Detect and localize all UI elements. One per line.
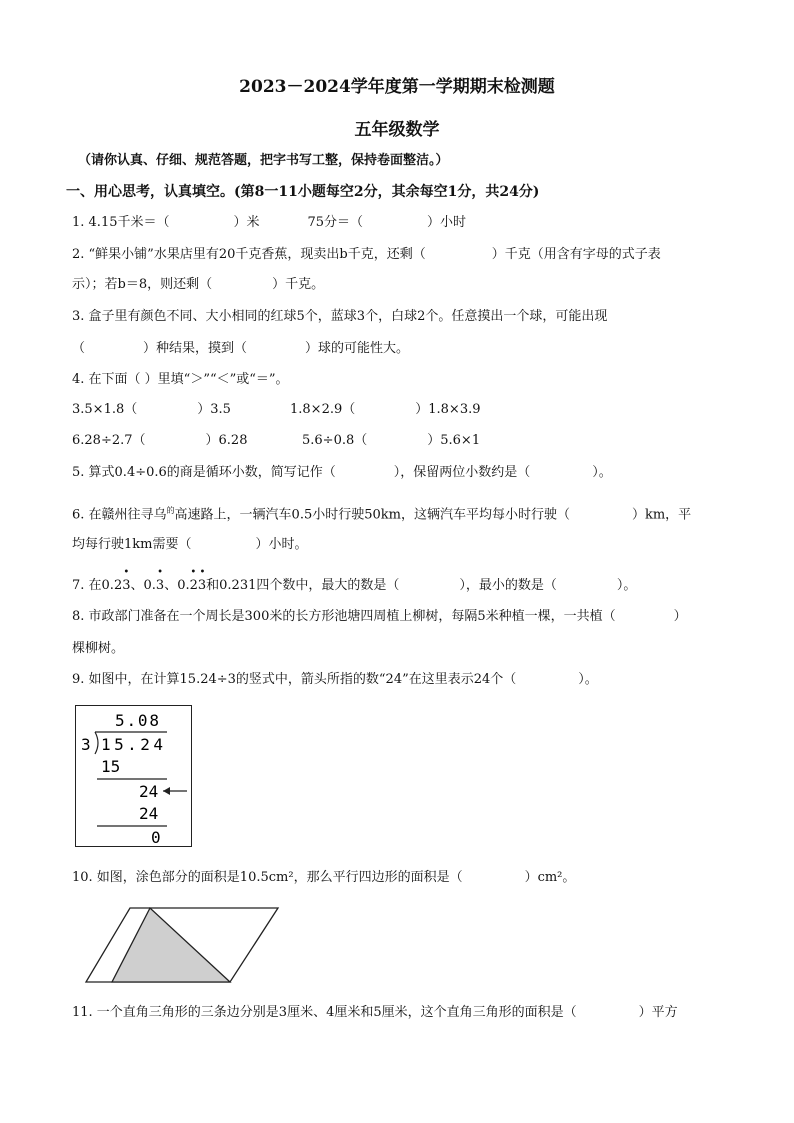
compare-right: ）5.6×1 (427, 433, 481, 448)
q6-text-b: 高速路上，一辆汽车0.5小时行驶50km，这辆汽车平均每小时行驶（ (174, 507, 570, 523)
q2-text-c: 示）；若b＝8，则还剩（ (72, 277, 213, 292)
section-title: 一、用心思考，认真填空。(第8一11小题每空2分，其余每空1分，共24分) (66, 184, 540, 200)
question-5 (72, 464, 734, 482)
q1-text-a: 1. 4.15千米＝（ (72, 215, 170, 230)
question-11 (72, 1004, 734, 1022)
q7-separator: 、0. (164, 578, 190, 593)
question-6-line-2 (72, 536, 734, 554)
question-3-line-2 (72, 340, 734, 358)
exam-title: 2023－2024学年度第一学期期末检测题 (239, 77, 555, 97)
exam-note: （请你认真、仔细、规范答题，把字书写工整，保持卷面整洁。） (78, 153, 449, 168)
repeating-digits: • • 23 (189, 567, 207, 593)
repeating-digit: • 3 (122, 567, 131, 593)
question-8-line-2: 棵柳树。 (72, 641, 125, 656)
compare-right: ）6.28 (205, 433, 248, 448)
dividend: 15.24 (101, 735, 163, 754)
question-8-line-1 (72, 608, 734, 626)
footnote-mark: 的 (166, 506, 175, 515)
compare-left: 3.5×1.8（ (72, 402, 138, 417)
q3-text-b: ）种结果，摸到（ (143, 341, 248, 356)
compare-left: 1.8×2.9（ (290, 402, 356, 417)
q9-text-a: 9. 如图中，在计算15.24÷3的竖式中，箭头所指的数“24”在这里表示24个（ (72, 672, 517, 687)
compare-right: ）3.5 (197, 402, 231, 417)
q1-text-d: ）小时 (427, 215, 467, 230)
q7-text-b: 和0.231四个数中，最大的数是（ (206, 578, 400, 593)
q6-text-c: ）km，平 (631, 507, 692, 523)
q1-text-b: ）米 (233, 215, 260, 230)
q10-text-b: ）cm²。 (524, 870, 576, 885)
divisor: 3 (81, 735, 91, 754)
q10-text-a: 10. 如图，涂色部分的面积是10.5cm²，那么平行四边形的面积是（ (72, 870, 463, 885)
question-2-line-1 (72, 246, 734, 264)
question-3-line-1: 3. 盒子里有颜色不同、大小相同的红球5个，蓝球3个，白球2个。任意摸出一个球，可能出现 (72, 309, 608, 324)
q7-text-d: ）。 (616, 578, 637, 593)
question-10 (72, 869, 734, 887)
question-1 (72, 214, 734, 232)
compare-left: 6.28÷2.7（ (72, 433, 146, 448)
q2-text-d: ）千克。 (272, 277, 325, 292)
question-9 (72, 671, 734, 689)
q3-text-a: （ (72, 341, 86, 356)
repeating-digit: • 3 (155, 567, 165, 593)
quotient: 5.08 (115, 711, 159, 730)
compare-right: ）1.8×3.9 (415, 402, 481, 417)
q8-text-a: 8. 市政部门准备在一个周长是300米的长方形池塘四周植上柳树，每隔5米种植一棵，一共植（ (72, 609, 616, 624)
question-4-intro: 4. 在下面（ ）里填“＞”“＜”或“＝”。 (72, 372, 289, 387)
q2-text-b: ）千克（用含有字母的式子表 (491, 247, 661, 262)
q11-text-a: 11. 一个直角三角形的三条边分别是3厘米、4厘米和5厘米，这个直角三角形的面积是（ (72, 1005, 577, 1020)
q8-text-b: ） (673, 609, 687, 624)
exam-subtitle: 五年级数学 (354, 120, 440, 140)
division-step: 24 (139, 804, 159, 823)
q2-text-a: 2. “鲜果小铺”水果店里有20千克香蕉，现卖出b千克，还剩（ (72, 247, 426, 262)
q6-text-e: ）小时。 (255, 537, 308, 552)
q6-text-a: 6. 在赣州往寻乌 (72, 507, 167, 523)
q6-text-d: 均每行驶1km需要（ (72, 537, 192, 552)
long-division-figure (75, 705, 193, 848)
question-6-line-1 (72, 502, 734, 524)
q3-text-c: ）球的可能性大。 (305, 341, 410, 356)
q7-separator: 、0. (130, 578, 156, 593)
shaded-triangle (112, 908, 230, 982)
question-2-line-2 (72, 276, 734, 294)
q5-text-b: ），保留两位小数约是（ (393, 465, 531, 480)
question-7 (72, 567, 734, 595)
remainder: 0 (151, 828, 161, 847)
division-step: 15 (101, 757, 121, 776)
parallelogram-figure (84, 902, 284, 988)
q7-text-c: ），最小的数是（ (459, 578, 557, 593)
q9-text-b: ）。 (578, 672, 598, 687)
q11-text-b: ）平方 (638, 1005, 678, 1020)
division-step-pointed: 24 (139, 782, 159, 801)
compare-left: 5.6÷0.8（ (302, 433, 368, 448)
q7-text-a: 7. 在0.2 (72, 578, 123, 593)
q5-text-a: 5. 算式0.4÷0.6的商是循环小数，简写记作（ (72, 465, 336, 480)
q1-text-c: 75分＝（ (307, 215, 364, 230)
q5-text-c: ）。 (592, 465, 612, 480)
